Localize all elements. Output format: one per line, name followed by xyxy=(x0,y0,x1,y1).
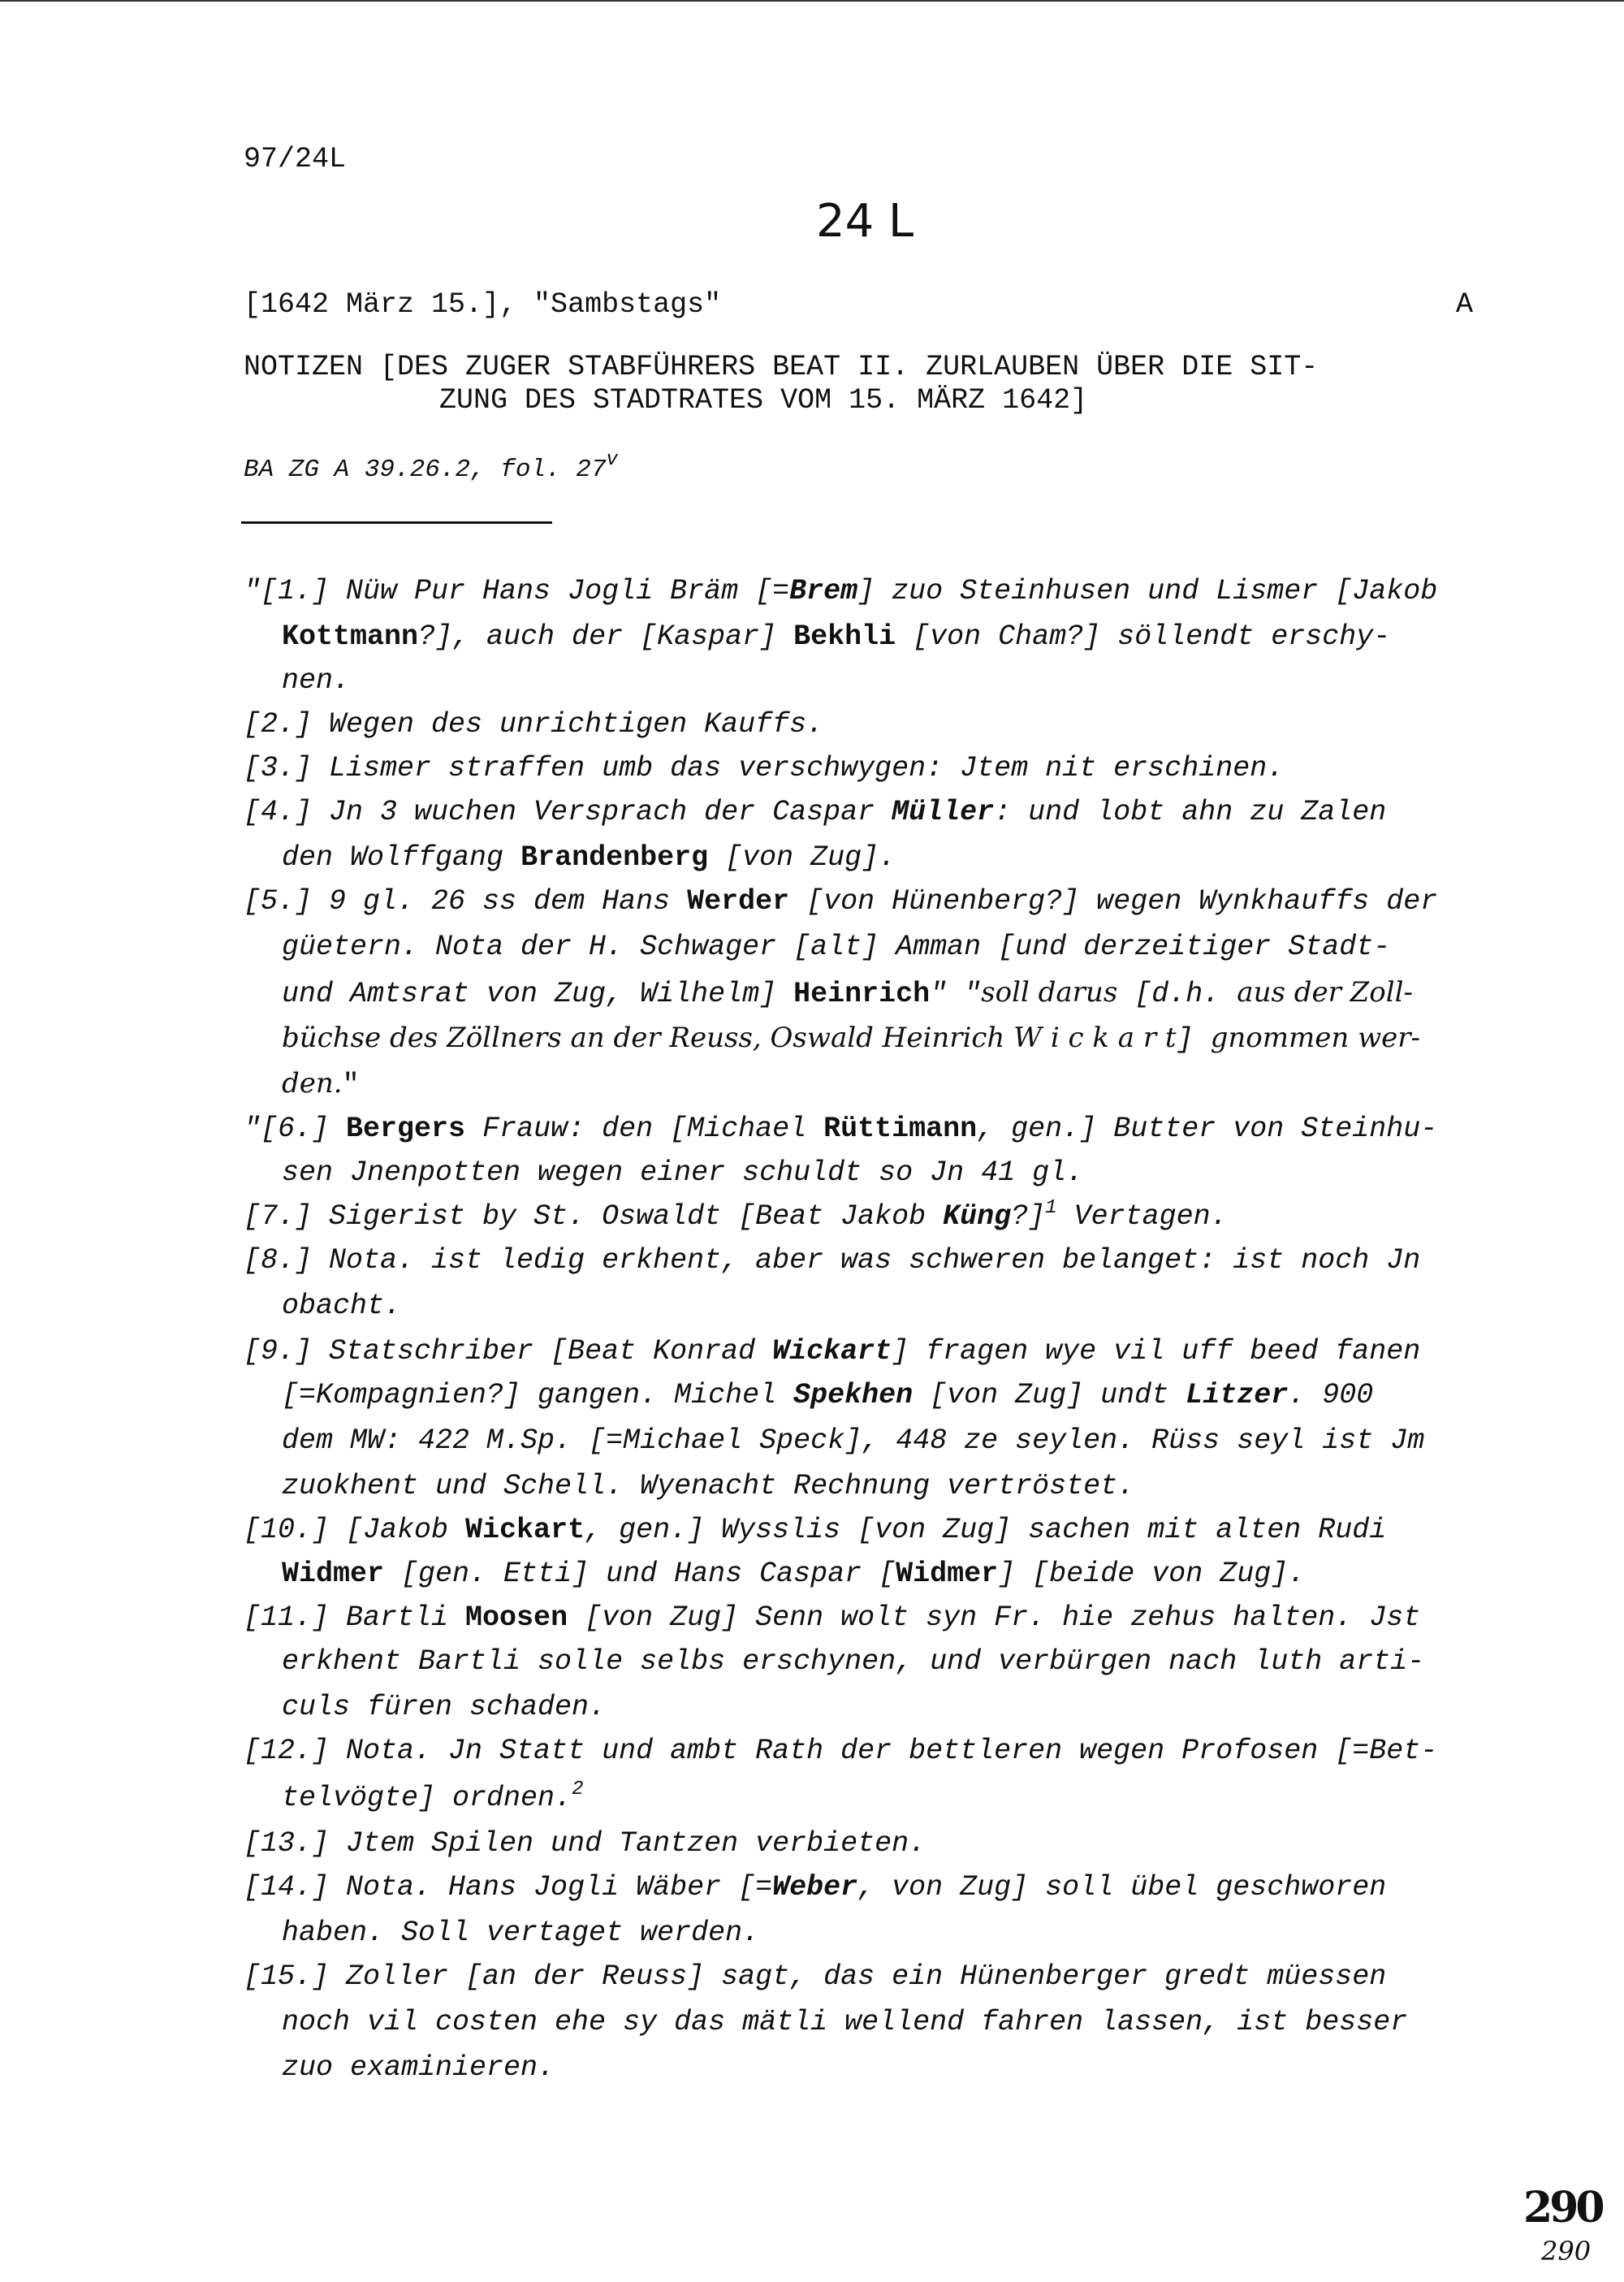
entry-15-line-2: noch vil costen ehe sy das mätli wellend fahren lassen, ist besser xyxy=(282,2006,1408,2038)
entry-7: [7.] Sigerist by St. Oswaldt [Beat Jakob Küng?]$^1$ Vertagen. xyxy=(244,1197,1228,1233)
document-code: 97/24L xyxy=(244,143,347,175)
entry-12-line-2: telvögte] ordnen.$^2$ xyxy=(282,1778,584,1814)
date-line: [1642 März 15.], "Sambstags" xyxy=(244,288,722,321)
entry-2: [2.] Wegen des unrichtigen Kauffs. xyxy=(244,708,824,741)
title-line-1: NOTIZEN [DES ZUGER STABFÜHRERS BEAT II. ZURLAUBEN ÜBER DIE SIT- xyxy=(244,351,1319,383)
entry-15-line-1: [15.] Zoller [an der Reuss] sagt, das ein Hünenberger gredt müessen xyxy=(244,1960,1387,1993)
entry-13: [13.] Jtem Spilen und Tantzen verbieten. xyxy=(244,1827,926,1860)
entry-9-line-3: dem MW: 422 M.Sp. [=Michael Speck], 448 ze seylen. Rüss seyl ist Jm xyxy=(282,1424,1425,1457)
entry-4-line-2: den Wolffgang Brandenberg [von Zug]. xyxy=(282,841,896,874)
entry-14-line-1: [14.] Nota. Hans Jogli Wäber [=Weber, von Zug] soll übel geschworen xyxy=(244,1871,1387,1904)
entry-6-line-2: sen Jnenpotten wegen einer schuldt so Jn 41 gl. xyxy=(282,1156,1084,1189)
footnote-ref-2: 2 xyxy=(572,1778,584,1800)
entry-5-line-2: güetern. Nota der H. Schwager [alt] Amman [und derzeitiger Stadt- xyxy=(282,931,1391,963)
entry-14-line-2: haben. Soll vertaget werden. xyxy=(282,1917,760,1949)
footnote-ref-1: 1 xyxy=(1045,1197,1057,1219)
entry-11-line-2: erkhent Bartli solle selbs erschynen, und verbürgen nach luth arti- xyxy=(282,1645,1425,1678)
document-number: 24 L xyxy=(816,195,914,248)
entry-11-line-1: [11.] Bartli Moosen [von Zug] Senn wolt syn Fr. hie zehus halten. Jst xyxy=(244,1601,1421,1634)
separator-rule xyxy=(241,521,552,524)
entry-1-line-2: Kottmann?], auch der [Kaspar] Bekhli [von Cham?] söllendt erschy- xyxy=(282,620,1391,653)
entry-1-line-3: nen. xyxy=(282,664,351,697)
entry-12-line-1: [12.] Nota. Jn Statt und ambt Rath der bettleren wegen Profosen [=Bet- xyxy=(244,1735,1438,1767)
entry-9-line-4: zuokhent und Schell. Wyenacht Rechnung vertröstet. xyxy=(282,1470,1135,1502)
entry-5-line-1: [5.] 9 gl. 26 ss dem Hans Werder [von Hünenberg?] wegen Wynkhauffs der xyxy=(244,885,1438,918)
entry-5-line-4: büchse des Zöllners an der Reuss, Oswald Heinrich W i c k a r t] gnommen wer- xyxy=(282,1022,1421,1056)
entry-8-line-2: obacht. xyxy=(282,1290,402,1322)
entry-10-line-1: [10.] [Jakob Wickart, gen.] Wysslis [von Zug] sachen mit alten Rudi xyxy=(244,1514,1387,1546)
entry-10-line-2: Widmer [gen. Etti] und Hans Caspar [Widmer] [beide von Zug]. xyxy=(282,1558,1306,1590)
page-number-stamp: 290 xyxy=(1523,2183,1602,2232)
entry-6-line-1: "[6.] Bergers Frauw: den [Michael Rüttimann, gen.] Butter von Steinhu- xyxy=(244,1113,1438,1145)
source-text: BA ZG A 39.26.2, fol. 27 xyxy=(244,456,607,484)
entry-1-line-1: "[1.] Nüw Pur Hans Jogli Bräm [=Brem] zuo Steinhusen und Lismer [Jakob xyxy=(244,575,1438,607)
entry-3: [3.] Lismer straffen umb das verschwygen: Jtem nit erschinen. xyxy=(244,752,1285,784)
source-superscript: v xyxy=(606,449,618,471)
entry-8-line-1: [8.] Nota. ist ledig erkhent, aber was schweren belanget: ist noch Jn xyxy=(244,1244,1421,1277)
entry-9-line-2: [=Kompagnien?] gangen. Michel Spekhen [von Zug] undt Litzer. 900 xyxy=(282,1379,1374,1411)
source-reference xyxy=(244,449,618,484)
entry-5-line-5: den." xyxy=(282,1067,360,1101)
section-mark: A xyxy=(1456,288,1474,321)
entry-4-line-1: [4.] Jn 3 wuchen Versprach der Caspar Müller: und lobt ahn zu Zalen xyxy=(244,796,1387,828)
entry-11-line-3: culs füren schaden. xyxy=(282,1691,607,1723)
entry-5-line-3: und Amtsrat von Zug, Wilhelm] Heinrich" "soll darus [d.h. aus der Zoll- xyxy=(282,976,1413,1010)
page-number-small: 290 xyxy=(1541,2236,1592,2267)
title-line-2: ZUNG DES STADTRATES VOM 15. MÄRZ 1642] xyxy=(439,384,1088,417)
entry-15-line-3: zuo examinieren. xyxy=(282,2051,555,2084)
top-border xyxy=(0,0,1624,2)
entry-9-line-1: [9.] Statschriber [Beat Konrad Wickart] fragen wye vil uff beed fanen xyxy=(244,1335,1421,1368)
